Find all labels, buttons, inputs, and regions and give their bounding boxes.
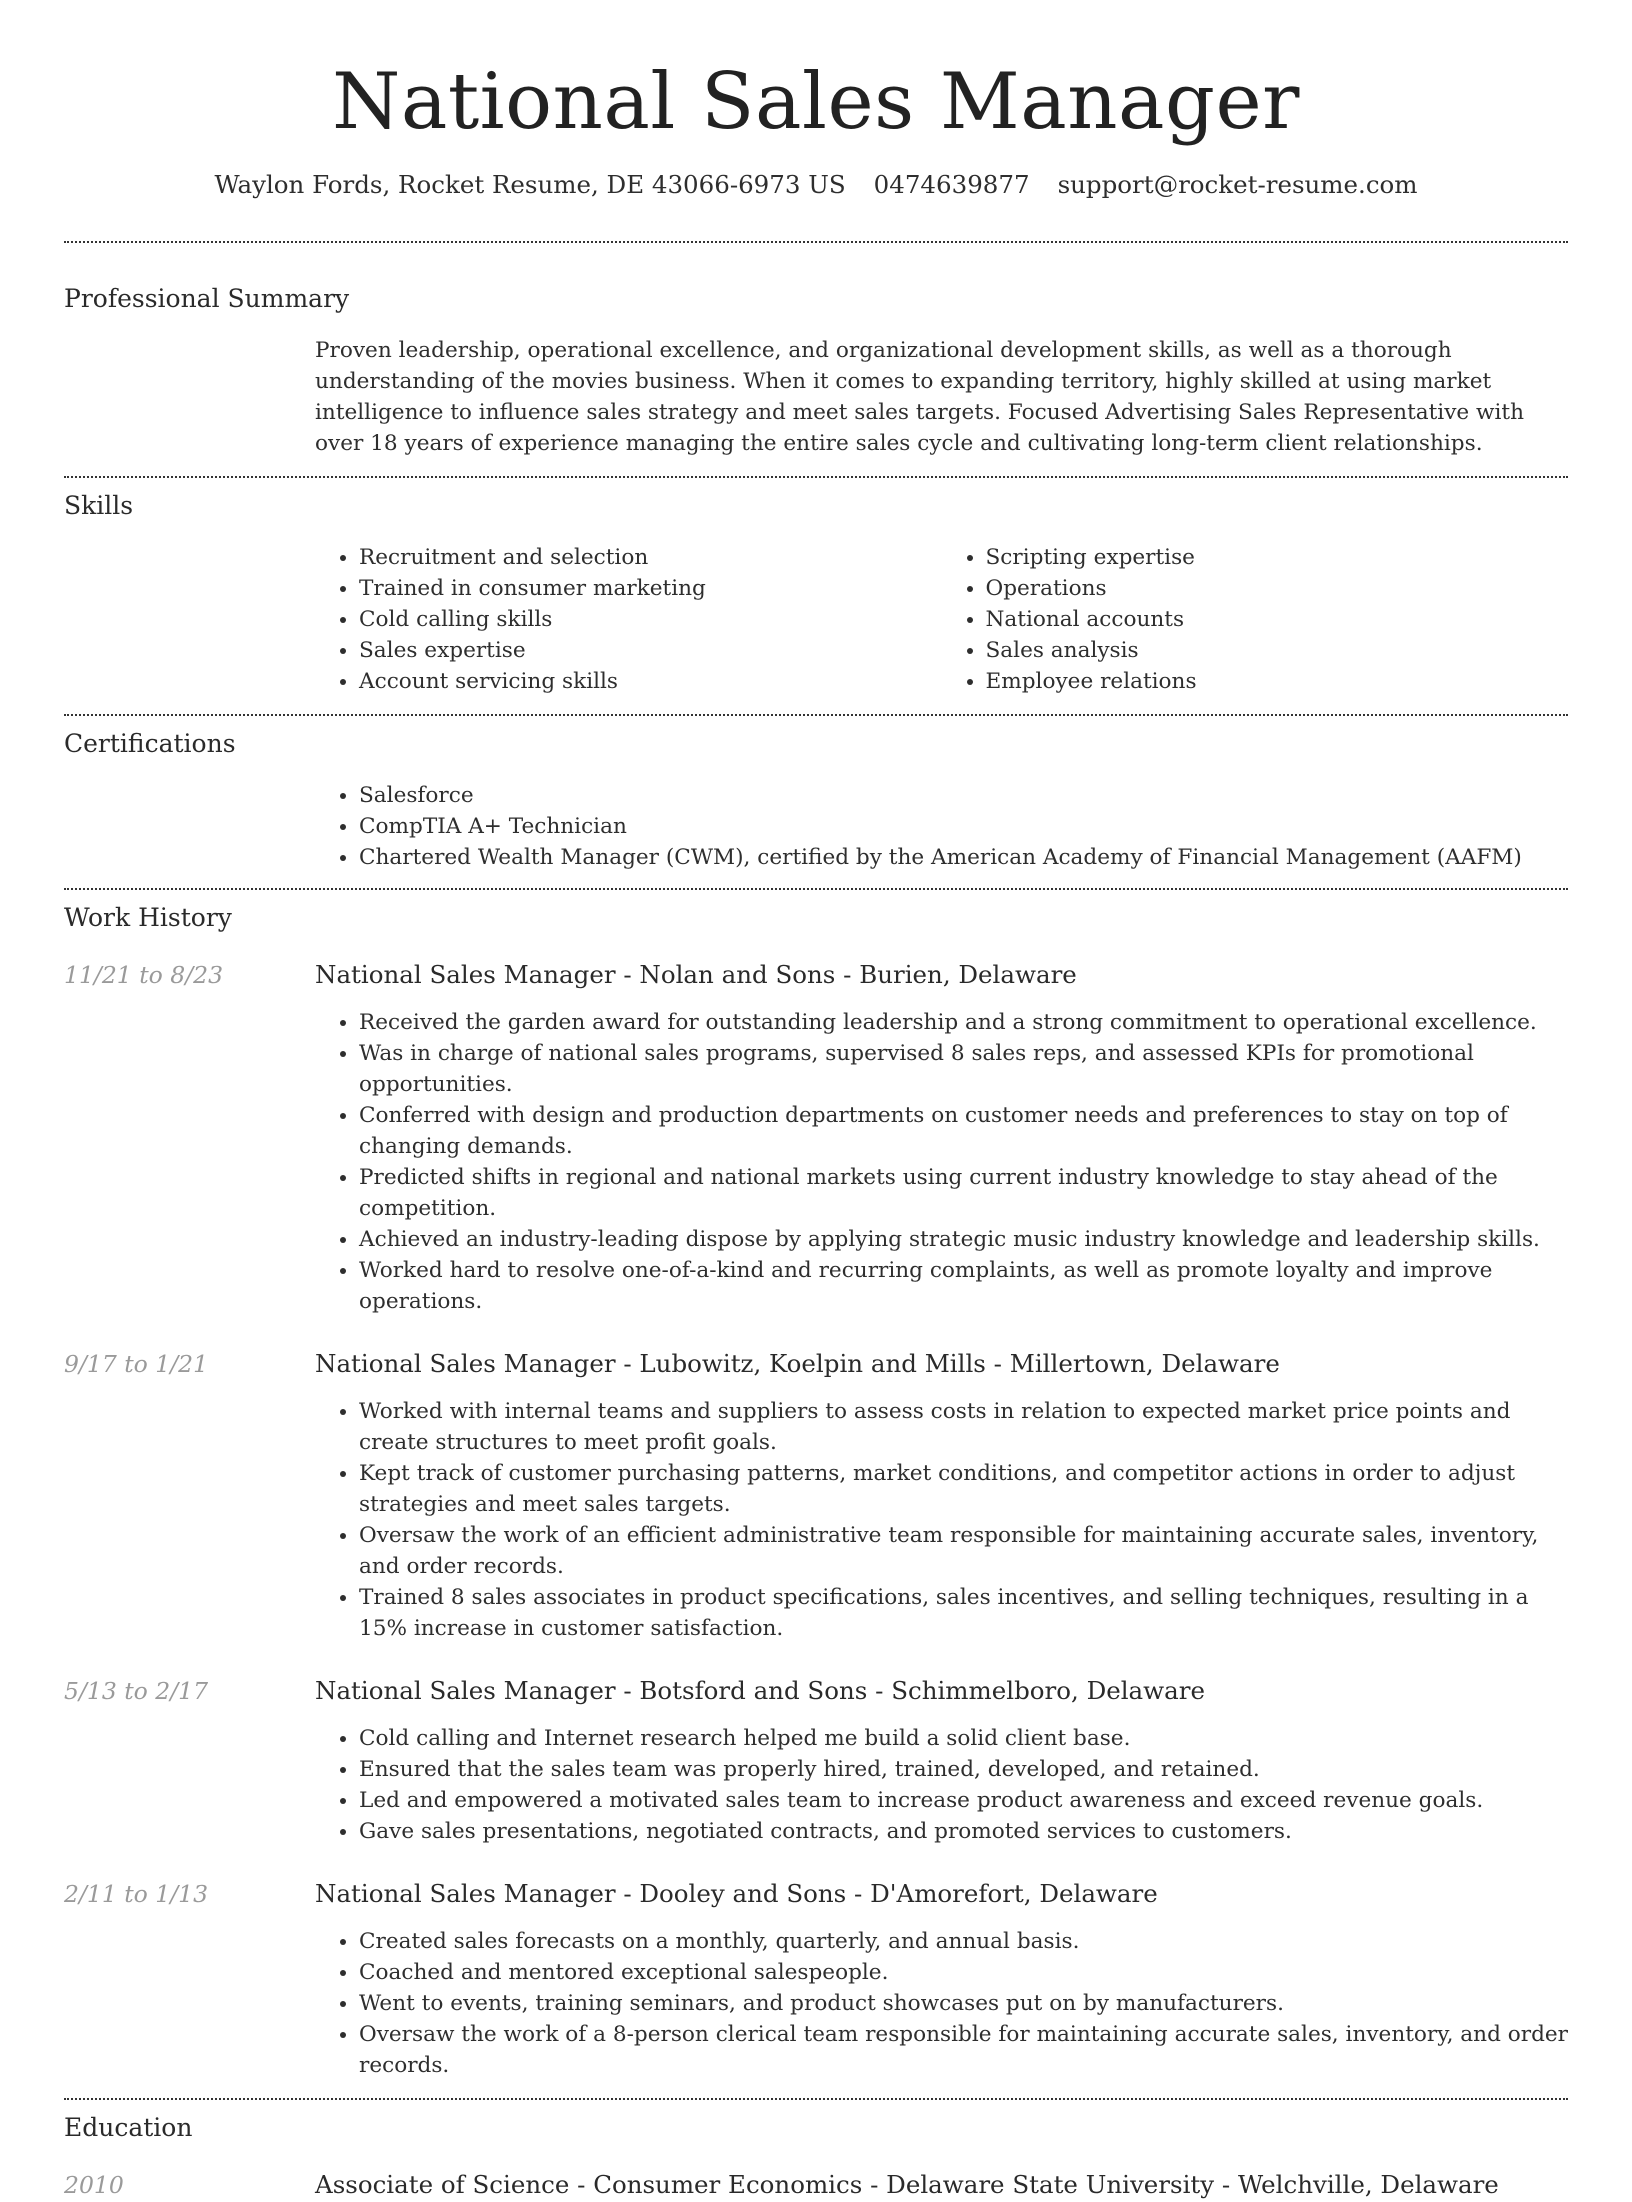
certification-item: • CompTIA A+ Technician	[359, 811, 1568, 842]
job-bullet: • Predicted shifts in regional and national markets using current industry knowledge to stay ahead of the competition.	[359, 1162, 1568, 1224]
job-bullet: • Coached and mentored exceptional salespeople.	[359, 1957, 1568, 1988]
job-location: D'Amorefort, Delaware	[870, 1879, 1158, 1908]
job-heading: National Sales Manager - Nolan and Sons - Burien, Delaware	[315, 960, 1077, 989]
resume-title: National Sales Manager	[332, 57, 1300, 147]
job-date: 9/17 to 1/21	[64, 1350, 209, 1378]
certifications-list	[315, 780, 1568, 873]
skill-item: • Sales expertise	[359, 635, 942, 666]
contact-email[interactable]: support@rocket-resume.com	[1057, 170, 1418, 199]
job-bullet: • Gave sales presentations, negotiated contracts, and promoted services to customers.	[359, 1816, 1568, 1847]
job-bullet: • Ensured that the sales team was properly hired, trained, developed, and retained.	[359, 1754, 1568, 1785]
summary-section	[64, 243, 1568, 476]
work-history-heading: Work History	[64, 903, 232, 932]
job-bullet: • Kept track of customer purchasing patterns, market conditions, and competitor actions in order to adjust strategies and meet sales targets.	[359, 1458, 1568, 1520]
job-company: Nolan and Sons	[639, 960, 836, 989]
job-bullet: • Achieved an industry-leading dispose by applying strategic music industry knowledge and leadership skills.	[359, 1224, 1568, 1255]
education-location: Welchville, Delaware	[1237, 2170, 1499, 2199]
certification-item: • Salesforce	[359, 780, 1568, 811]
job-heading: National Sales Manager - Lubowitz, Koelpin and Mills - Millertown, Delaware	[315, 1349, 1280, 1378]
job-bullet: • Created sales forecasts on a monthly, quarterly, and annual basis.	[359, 1926, 1568, 1957]
job-date: 5/13 to 2/17	[64, 1677, 209, 1705]
skill-item: • Cold calling skills	[359, 604, 942, 635]
job-bullet: • Trained 8 sales associates in product specifications, sales incentives, and selling techniques, resulting in a 15% increase in customer satisfaction.	[359, 1582, 1568, 1644]
job-heading: National Sales Manager - Botsford and Sons - Schimmelboro, Delaware	[315, 1676, 1205, 1705]
job-bullet: • Worked with internal teams and suppliers to assess costs in relation to expected market price points and create structures to meet profit goals.	[359, 1396, 1568, 1458]
job-bullets	[315, 1396, 1568, 1644]
summary-text: Proven leadership, operational excellence, and organizational development skills, as well as a thorough understanding of the movies business. When it comes to expanding territory, highly skilled at using market intelligence to influence sales strategy and meet sales targets. Focused Advertising Sales Representative with over 18 years of experience managing the entire sales cycle and cultivating long-term client relationships.	[315, 338, 1525, 456]
certifications-heading: Certifications	[64, 729, 236, 758]
education-heading-line: Associate of Science - Consumer Economics - Delaware State University - Welchville, Delaware	[315, 2170, 1499, 2199]
job-location: Burien, Delaware	[859, 960, 1077, 989]
job-bullet: • Worked hard to resolve one-of-a-kind and recurring complaints, as well as promote loyalty and improve operations.	[359, 1255, 1568, 1317]
job-bullets	[315, 1926, 1568, 2081]
education-degree: Associate of Science	[315, 2170, 570, 2199]
job-company: Lubowitz, Koelpin and Mills	[639, 1349, 986, 1378]
job-location: Schimmelboro, Delaware	[891, 1676, 1205, 1705]
skill-item: • Scripting expertise	[986, 542, 1569, 573]
job-bullet: • Was in charge of national sales programs, supervised 8 sales reps, and assessed KPIs for promotional opportunities.	[359, 1038, 1568, 1100]
skills-list-right	[942, 542, 1569, 697]
skills-section	[64, 478, 1568, 714]
job-entry	[64, 1877, 1568, 2081]
job-entry	[64, 1347, 1568, 1644]
job-entry	[64, 958, 1568, 1317]
skill-item: • Account servicing skills	[359, 666, 942, 697]
skill-item: • Operations	[986, 573, 1569, 604]
job-bullets	[315, 1007, 1568, 1317]
job-bullet: • Went to events, training seminars, and product showcases put on by manufacturers.	[359, 1988, 1568, 2019]
job-company: Botsford and Sons	[639, 1676, 868, 1705]
job-title: National Sales Manager	[315, 960, 616, 989]
contact-phone: 0474639877	[873, 170, 1030, 199]
job-title: National Sales Manager	[315, 1676, 616, 1705]
resume-page	[64, 0, 1568, 2202]
skill-item: • Recruitment and selection	[359, 542, 942, 573]
job-heading: National Sales Manager - Dooley and Sons - D'Amorefort, Delaware	[315, 1879, 1158, 1908]
skill-item: • Trained in consumer marketing	[359, 573, 942, 604]
skills-heading: Skills	[64, 491, 134, 520]
skill-item: • Employee relations	[986, 666, 1569, 697]
summary-heading: Professional Summary	[64, 284, 350, 313]
job-date: 2/11 to 1/13	[64, 1880, 209, 1908]
job-bullet: • Conferred with design and production departments on customer needs and preferences to stay on top of changing demands.	[359, 1100, 1568, 1162]
skills-list-left	[315, 542, 942, 697]
certification-item: • Chartered Wealth Manager (CWM), certified by the American Academy of Financial Management (AAFM)	[359, 842, 1568, 873]
work-history-section	[64, 890, 1568, 2098]
certifications-section	[64, 716, 1568, 888]
job-bullet: • Oversaw the work of a 8-person clerical team responsible for maintaining accurate sales, inventory, and order records.	[359, 2019, 1568, 2081]
job-location: Millertown, Delaware	[1009, 1349, 1280, 1378]
job-bullet: • Cold calling and Internet research helped me build a solid client base.	[359, 1723, 1568, 1754]
job-bullet: • Received the garden award for outstanding leadership and a strong commitment to operational excellence.	[359, 1007, 1568, 1038]
contact-line	[64, 168, 1568, 202]
education-section	[64, 2100, 1568, 2202]
skills-grid	[315, 542, 1568, 697]
education-heading: Education	[64, 2113, 193, 2142]
job-title: National Sales Manager	[315, 1879, 616, 1908]
job-bullet: • Led and empowered a motivated sales team to increase product awareness and exceed revenue goals.	[359, 1785, 1568, 1816]
education-date: 2010	[64, 2171, 124, 2199]
skill-item: • Sales analysis	[986, 635, 1569, 666]
job-entry	[64, 1674, 1568, 1847]
education-entry	[64, 2168, 1568, 2202]
education-school: Delaware State University	[886, 2170, 1215, 2199]
job-title: National Sales Manager	[315, 1349, 616, 1378]
skill-item: • National accounts	[986, 604, 1569, 635]
contact-address: Waylon Fords, Rocket Resume, DE 43066-6973 US	[214, 170, 846, 199]
job-bullets	[315, 1723, 1568, 1847]
job-bullet: • Oversaw the work of an efficient administrative team responsible for maintaining accurate sales, inventory, and order records.	[359, 1520, 1568, 1582]
education-field: Consumer Economics	[593, 2170, 863, 2199]
job-company: Dooley and Sons	[639, 1879, 847, 1908]
job-date: 11/21 to 8/23	[64, 961, 224, 989]
